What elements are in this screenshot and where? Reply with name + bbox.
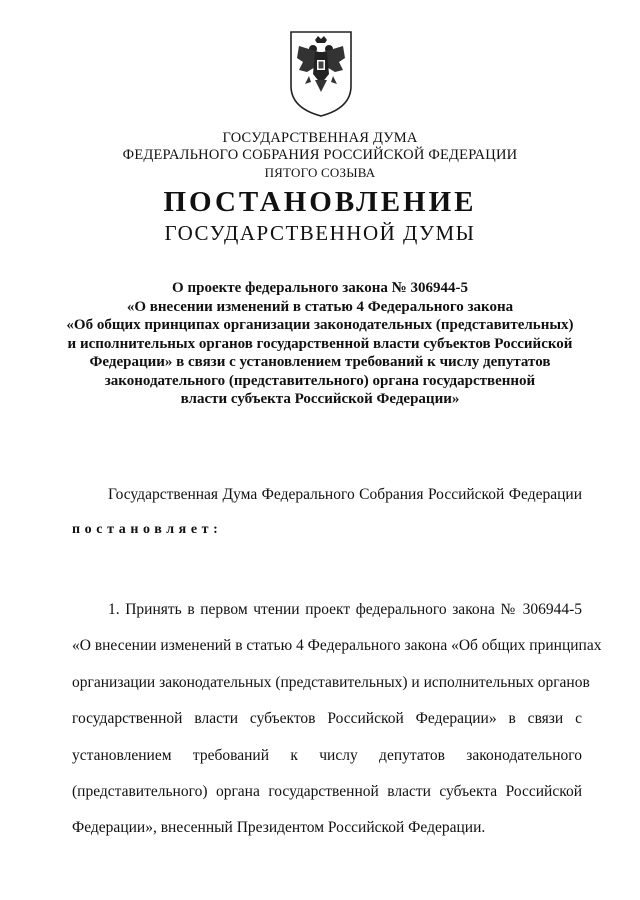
header-line-convocation: ПЯТОГО СОЗЫВА — [264, 165, 376, 180]
subject-line: законодательного (представительного) органа государственной — [104, 372, 536, 389]
subject-block — [40, 279, 600, 409]
subject-line: и исполнительных органов государственной власти субъектов Российской — [67, 335, 573, 352]
document-subtitle: ГОСУДАРСТВЕННОЙ ДУМЫ — [164, 221, 476, 245]
clause-line: государственной власти субъектов Российской Федерации» в связи с — [72, 710, 582, 728]
subject-line: О проекте федерального закона № 306944-5 — [172, 280, 468, 296]
clause-line: 1. Принять в первом чтении проект федерального закона № 306944-5 — [108, 601, 582, 618]
clause-line: Федерации», внесенный Президентом Российской Федерации. — [72, 819, 486, 837]
decree-word: постановляет: — [72, 522, 223, 537]
clause-line: «О внесении изменений в статью 4 Федерального закона «Об общих принципах — [72, 637, 602, 655]
clause-line: установлением требований к числу депутатов законодательного — [72, 746, 582, 764]
subject-line: «О внесении изменений в статью 4 Федерального закона — [126, 298, 514, 315]
intro-paragraph: Государственная Дума Федерального Собрания Российской Федерации — [108, 486, 582, 503]
subject-line: Федерации» в связи с установлением требований к числу депутатов — [89, 354, 551, 370]
subject-line: «Об общих принципах организации законодательных (представительных) — [66, 317, 574, 333]
document-title: ПОСТАНОВЛЕНИЕ — [163, 186, 477, 218]
header-line-duma: ГОСУДАРСТВЕННАЯ ДУМА — [222, 130, 418, 146]
header-line-federal-assembly: ФЕДЕРАЛЬНОГО СОБРАНИЯ РОССИЙСКОЙ ФЕДЕРАЦИИ — [122, 147, 518, 163]
clause-line: (представительного) органа государственной власти субъекта Российской — [72, 783, 582, 801]
state-emblem-icon — [283, 28, 359, 118]
subject-line: власти субъекта Российской Федерации» — [180, 391, 460, 407]
clause-line: организации законодательных (представительных) и исполнительных органов — [72, 673, 590, 691]
clause-1-paragraph — [72, 592, 602, 847]
